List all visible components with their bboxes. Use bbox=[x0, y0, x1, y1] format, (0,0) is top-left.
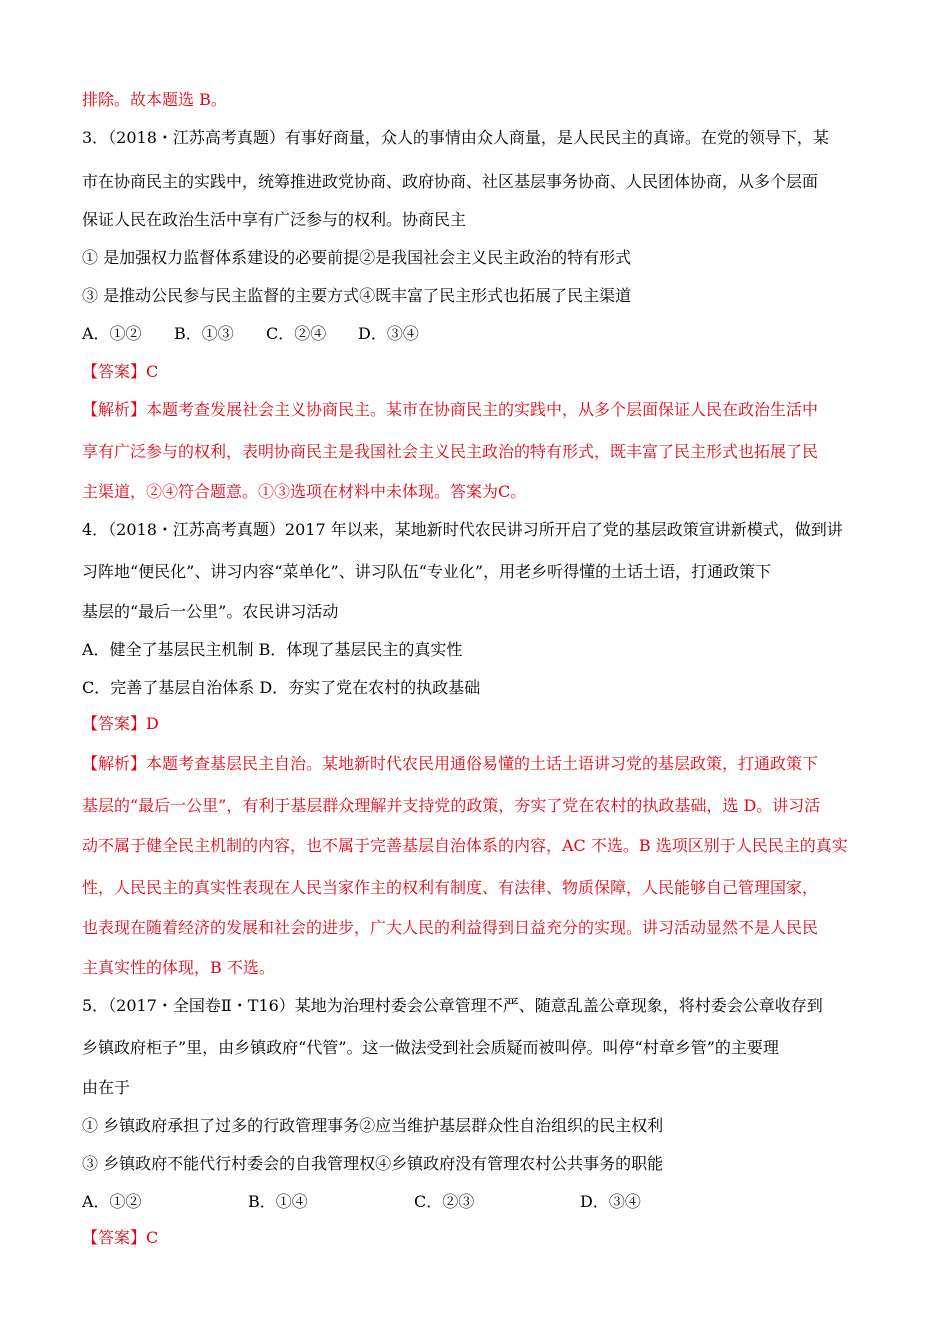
q5-option-a: A．①② bbox=[82, 1192, 142, 1211]
q4-analysis-line-1: 【解析】本题考查基层民主自治。某地新时代农民用通俗易懂的土话土语讲习党的基层政策，打通政策下 bbox=[82, 754, 819, 773]
q3-analysis-line-1: 【解析】本题考查发展社会主义协商民主。某市在协商民主的实践中，从多个层面保证人民在政治生活中 bbox=[82, 400, 819, 419]
q4-stem-line-3: 基层的“最后一公里”。农民讲习活动 bbox=[82, 602, 339, 621]
q3-options bbox=[82, 324, 419, 344]
q5-option-d: D．③④ bbox=[580, 1192, 641, 1211]
q4-answer-label: 【答案】 bbox=[82, 714, 147, 733]
q5-answer-label: 【答案】 bbox=[82, 1228, 147, 1247]
q3-answer bbox=[82, 362, 158, 382]
q5-statement-line-2: ③ 乡镇政府不能代行村委会的自我管理权④乡镇政府没有管理农村公共事务的职能 bbox=[82, 1154, 664, 1173]
q4-analysis-line-4: 性，人民民主的真实性表现在人民当家作主的权利有制度、有法律、物质保障，人民能够自己管理国家， bbox=[82, 878, 819, 897]
q5-option-b: B．①④ bbox=[248, 1192, 308, 1211]
q4-options-line-2: C．完善了基层自治体系 D．夯实了党在农村的执政基础 bbox=[82, 678, 481, 697]
q4-stem-line-2: 习阵地“便民化”、讲习内容“菜单化”、讲习队伍“专业化”，用老乡听得懂的土话土语，打通政策下 bbox=[82, 562, 772, 581]
q5-stem-line-2: 乡镇政府柜子”里，由乡镇政府“代管”。这一做法受到社会质疑而被叫停。叫停“村章乡管”的主要理 bbox=[82, 1038, 779, 1057]
q5-stem-line-3: 由在于 bbox=[82, 1078, 131, 1097]
q3-stem-line-2: 市在协商民主的实践中，统筹推进政党协商、政府协商、社区基层事务协商、人民团体协商，从多个层面 bbox=[82, 172, 819, 191]
q5-answer bbox=[82, 1228, 158, 1248]
q3-answer-label: 【答案】 bbox=[82, 362, 147, 381]
q5-options bbox=[82, 1192, 641, 1212]
q3-statement-line-2: ③ 是推动公民参与民主监督的主要方式④既丰富了民主形式也拓展了民主渠道 bbox=[82, 286, 632, 305]
previous-answer-tail: 排除。故本题选 B。 bbox=[82, 90, 227, 109]
q3-option-d: D．③④ bbox=[358, 324, 419, 343]
q5-stem-line-1: 5．（2017・全国卷Ⅱ・T16）某地为治理村委会公章管理不严、随意乱盖公章现象，将村委会公章收存到 bbox=[82, 996, 823, 1015]
q5-statement-line-1: ① 乡镇政府承担了过多的行政管理事务②应当维护基层群众性自治组织的民主权利 bbox=[82, 1116, 664, 1135]
q3-stem-line-1: 3．（2018・江苏高考真题）有事好商量，众人的事情由众人商量，是人民民主的真谛。在党的领导下，某 bbox=[82, 128, 829, 147]
q3-stem-line-3: 保证人民在政治生活中享有广泛参与的权利。协商民主 bbox=[82, 210, 467, 229]
q3-option-a: A．①② bbox=[82, 324, 142, 343]
q3-statement-line-1: ① 是加强权力监督体系建设的必要前提②是我国社会主义民主政治的特有形式 bbox=[82, 248, 632, 267]
q3-option-b: B．①③ bbox=[174, 324, 234, 343]
q3-analysis-line-2: 享有广泛参与的权利，表明协商民主是我国社会主义民主政治的特有形式，既丰富了民主形式也拓展了民 bbox=[82, 442, 819, 461]
q4-stem-line-1: 4．（2018・江苏高考真题）2017 年以来，某地新时代农民讲习所开启了党的基层政策宣讲新模式，做到讲 bbox=[82, 520, 843, 539]
q4-answer bbox=[82, 714, 159, 734]
q4-analysis-line-3: 动不属于健全民主机制的内容，也不属于完善基层自治体系的内容，AC 不选。B 选项区别于人民民主的真实 bbox=[82, 836, 848, 855]
q3-analysis-line-3: 主渠道，②④符合题意。①③选项在材料中未体现。答案为C。 bbox=[82, 482, 527, 501]
q4-analysis-line-6: 主真实性的体现，B 不选。 bbox=[82, 958, 275, 977]
q3-option-c: C．②④ bbox=[266, 324, 327, 343]
q5-option-c: C．②③ bbox=[414, 1192, 475, 1211]
q4-answer-value: D bbox=[146, 714, 159, 733]
q4-options-line-1: A．健全了基层民主机制 B．体现了基层民主的真实性 bbox=[82, 640, 463, 659]
q5-answer-value: C bbox=[146, 1228, 159, 1247]
q4-analysis-line-5: 也表现在随着经济的发展和社会的进步，广大人民的利益得到日益充分的实现。讲习活动显然不是人民民 bbox=[82, 918, 819, 937]
q3-answer-value: C bbox=[146, 362, 159, 381]
q4-analysis-line-2: 基层的“最后一公里”，有利于基层群众理解并支持党的政策，夯实了党在农村的执政基础，选 D。讲习活 bbox=[82, 796, 821, 815]
